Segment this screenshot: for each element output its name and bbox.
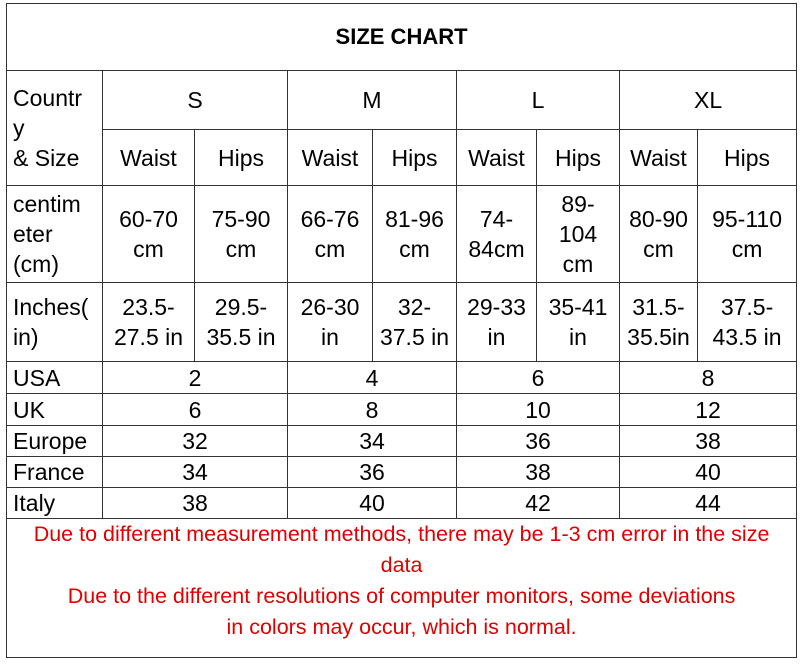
title-row <box>7 4 797 71</box>
table-cell: 60-70 cm <box>103 186 195 283</box>
table-cell: 89- 104 cm <box>537 186 620 283</box>
table-cell: 32 <box>103 426 288 457</box>
sub-header-waist: Waist <box>620 130 698 186</box>
cm-row <box>7 186 797 283</box>
table-cell: 40 <box>288 488 457 519</box>
size-chart-table <box>6 3 797 658</box>
row-label-inches: Inches( in) <box>7 283 103 362</box>
size-header-xl: XL <box>620 71 797 130</box>
note-color-deviation: Due to the different resolutions of computer monitors, some deviations in colors may occur, which is normal. <box>67 584 736 639</box>
table-cell: 37.5- 43.5 in <box>698 283 797 362</box>
country-row-italy <box>7 488 797 519</box>
table-cell: 34 <box>103 457 288 488</box>
table-cell: 36 <box>288 457 457 488</box>
size-header-row <box>7 71 797 130</box>
page-title: SIZE CHART <box>7 4 797 71</box>
table-cell: 36 <box>457 426 620 457</box>
sub-header-waist: Waist <box>288 130 373 186</box>
row-label-country: USA <box>7 362 103 394</box>
table-cell: 26-30 in <box>288 283 373 362</box>
table-cell: 35-41 in <box>537 283 620 362</box>
row-label-country: Italy <box>7 488 103 519</box>
table-cell: 29-33 in <box>457 283 537 362</box>
table-cell: 2 <box>103 362 288 394</box>
notes <box>7 519 797 658</box>
table-cell: 23.5- 27.5 in <box>103 283 195 362</box>
corner-label: Countr y & Size <box>7 71 103 186</box>
table-cell: 40 <box>620 457 797 488</box>
table-cell: 74- 84cm <box>457 186 537 283</box>
sub-header-hips: Hips <box>195 130 288 186</box>
table-cell: 12 <box>620 394 797 426</box>
table-cell: 34 <box>288 426 457 457</box>
table-cell: 6 <box>457 362 620 394</box>
size-header-l: L <box>457 71 620 130</box>
table-cell: 31.5- 35.5in <box>620 283 698 362</box>
notes-row <box>7 519 797 658</box>
table-cell: 8 <box>288 394 457 426</box>
table-cell: 8 <box>620 362 797 394</box>
table-cell: 38 <box>457 457 620 488</box>
table-cell: 29.5- 35.5 in <box>195 283 288 362</box>
country-row-usa <box>7 362 797 394</box>
table-cell: 6 <box>103 394 288 426</box>
table-cell: 66-76 cm <box>288 186 373 283</box>
table-cell: 42 <box>457 488 620 519</box>
table-cell: 32- 37.5 in <box>373 283 457 362</box>
table-cell: 4 <box>288 362 457 394</box>
row-label-cm: centim eter (cm) <box>7 186 103 283</box>
table-cell: 44 <box>620 488 797 519</box>
sub-header-hips: Hips <box>537 130 620 186</box>
size-header-m: M <box>288 71 457 130</box>
table-cell: 38 <box>620 426 797 457</box>
sub-header-hips: Hips <box>698 130 797 186</box>
table-cell: 80-90 cm <box>620 186 698 283</box>
note-measurement-error: Due to different measurement methods, there may be 1-3 cm error in the size data <box>33 522 770 577</box>
table-cell: 95-110 cm <box>698 186 797 283</box>
country-row-france <box>7 457 797 488</box>
row-label-country: France <box>7 457 103 488</box>
row-label-country: Europe <box>7 426 103 457</box>
row-label-country: UK <box>7 394 103 426</box>
sub-header-waist: Waist <box>103 130 195 186</box>
country-row-europe <box>7 426 797 457</box>
measure-header-row <box>7 130 797 186</box>
table-cell: 10 <box>457 394 620 426</box>
table-cell: 75-90 cm <box>195 186 288 283</box>
inches-row <box>7 283 797 362</box>
size-header-s: S <box>103 71 288 130</box>
country-row-uk <box>7 394 797 426</box>
table-cell: 38 <box>103 488 288 519</box>
sub-header-waist: Waist <box>457 130 537 186</box>
sub-header-hips: Hips <box>373 130 457 186</box>
table-cell: 81-96 cm <box>373 186 457 283</box>
